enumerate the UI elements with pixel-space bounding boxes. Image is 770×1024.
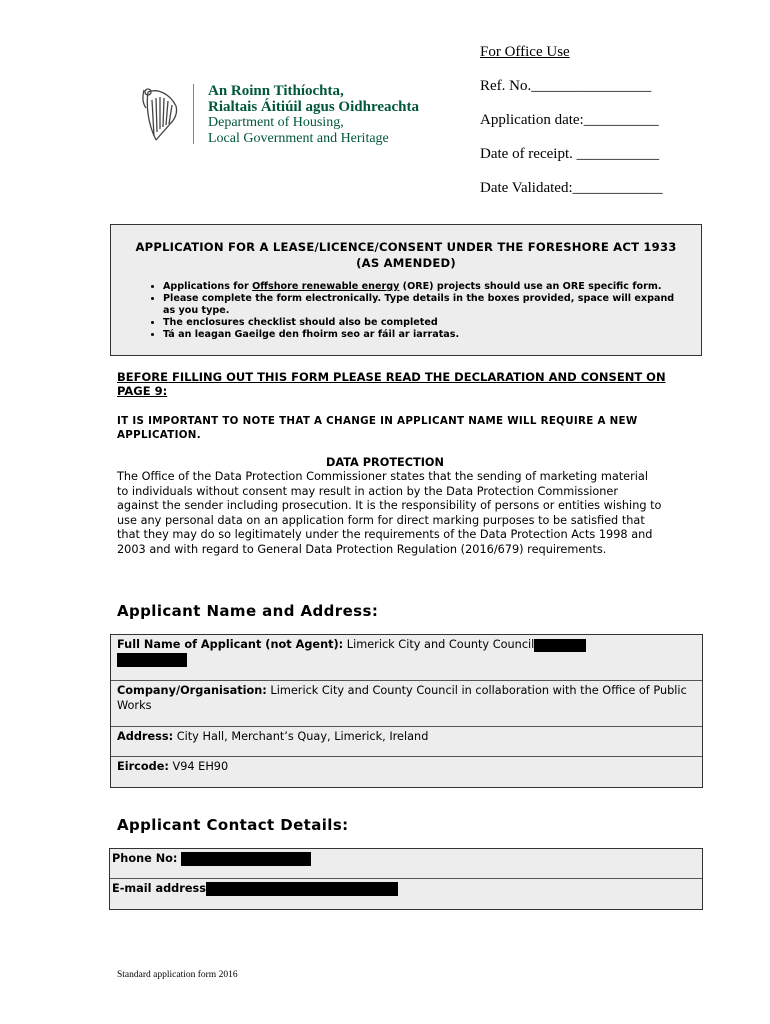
address-label: Address:	[117, 730, 174, 743]
instruction-enclosures: • The enclosures checklist should also be completed	[163, 317, 689, 329]
data-protection-body: The Office of the Data Protection Commissioner states that the sending of marketing material to individuals without consent may result in action by the Data Protection Commissioner against the sender including prosecution. It is the responsibility of persons or entities wishing to use any personal data on an application form for direct marking purposes to be satisfied that that they may do so legitimately under the requirements of the Data Protection Acts 1998 and 2003 and with regard to General Data Protection Regulation (2016/679) requirements.	[117, 470, 662, 556]
office-use-title: For Office Use	[480, 44, 570, 60]
company-label: Company/Organisation:	[117, 684, 267, 697]
important-notice: IT IS IMPORTANT TO NOTE THAT A CHANGE IN APPLICANT NAME WILL REQUIRE A NEW APPLICATION.	[117, 415, 638, 441]
office-use-block	[480, 42, 663, 212]
date-of-receipt-field: Date of receipt. ___________	[480, 146, 660, 162]
eircode-label: Eircode:	[117, 760, 169, 773]
instruction-ore-post: (ORE) projects should use an ORE specific form.	[399, 281, 662, 292]
eircode-value: V94 EH90	[172, 760, 229, 773]
instruction-ore	[163, 281, 689, 293]
instruction-irish: • Tá an leagan Gaeilge den fhoirm seo ar fáil ar iarratas.	[163, 329, 689, 341]
footer-text: Standard application form 2016	[117, 970, 238, 980]
logo-english-line2: Local Government and Heritage	[208, 130, 389, 146]
address-value: City Hall, Merchant’s Quay, Limerick, Ireland	[176, 730, 429, 743]
instructions-list	[111, 281, 701, 341]
applicant-contact-table	[109, 848, 703, 910]
company-value: Limerick City and County Council in collaboration with the Office of Public Works	[117, 684, 687, 712]
applicant-name-address-table	[110, 634, 703, 788]
address-row[interactable]	[111, 727, 702, 757]
company-row[interactable]	[111, 681, 702, 727]
application-title: APPLICATION FOR A LEASE/LICENCE/CONSENT UNDER THE FORESHORE ACT 1933 (AS AMENDED)	[135, 240, 677, 270]
date-validated-field: Date Validated:____________	[480, 180, 663, 196]
full-name-value: Limerick City and County Council	[346, 638, 535, 651]
logo-text	[208, 84, 419, 146]
before-notice: BEFORE FILLING OUT THIS FORM PLEASE READ THE DECLARATION AND CONSENT ON PAGE 9:	[117, 370, 666, 398]
redaction-block	[117, 653, 187, 667]
full-name-label: Full Name of Applicant (not Agent):	[117, 638, 344, 651]
email-label: E-mail address	[112, 882, 206, 895]
logo-english-line1: Department of Housing,	[208, 115, 344, 130]
email-row[interactable]	[110, 879, 702, 909]
application-date-field: Application date:__________	[480, 112, 659, 128]
logo-divider	[193, 84, 194, 144]
ore-link[interactable]: Offshore renewable energy	[252, 281, 400, 292]
phone-row[interactable]	[110, 849, 702, 879]
redaction-block	[206, 882, 398, 896]
applicant-name-address-title: Applicant Name and Address:	[117, 602, 379, 620]
department-logo	[140, 84, 430, 146]
full-name-row[interactable]	[111, 635, 702, 681]
redaction-block	[534, 639, 586, 652]
harp-icon	[140, 84, 182, 144]
redaction-block	[181, 852, 311, 866]
data-protection-title: DATA PROTECTION	[325, 456, 444, 469]
applicant-contact-title: Applicant Contact Details:	[117, 816, 349, 834]
logo-irish-line1: An Roinn Tithíochta,	[208, 83, 344, 99]
application-box	[110, 224, 702, 356]
instruction-ore-pre: Applications for	[163, 281, 253, 292]
logo-irish-line2: Rialtais Áitiúil agus Oidhreachta	[208, 98, 419, 115]
ref-no-field: Ref. No.________________	[480, 78, 652, 94]
phone-label: Phone No:	[112, 852, 178, 865]
instruction-electronic: • Please complete the form electronically. Type details in the boxes provided, space will expand as you type.	[163, 293, 689, 317]
eircode-row[interactable]	[111, 757, 702, 787]
